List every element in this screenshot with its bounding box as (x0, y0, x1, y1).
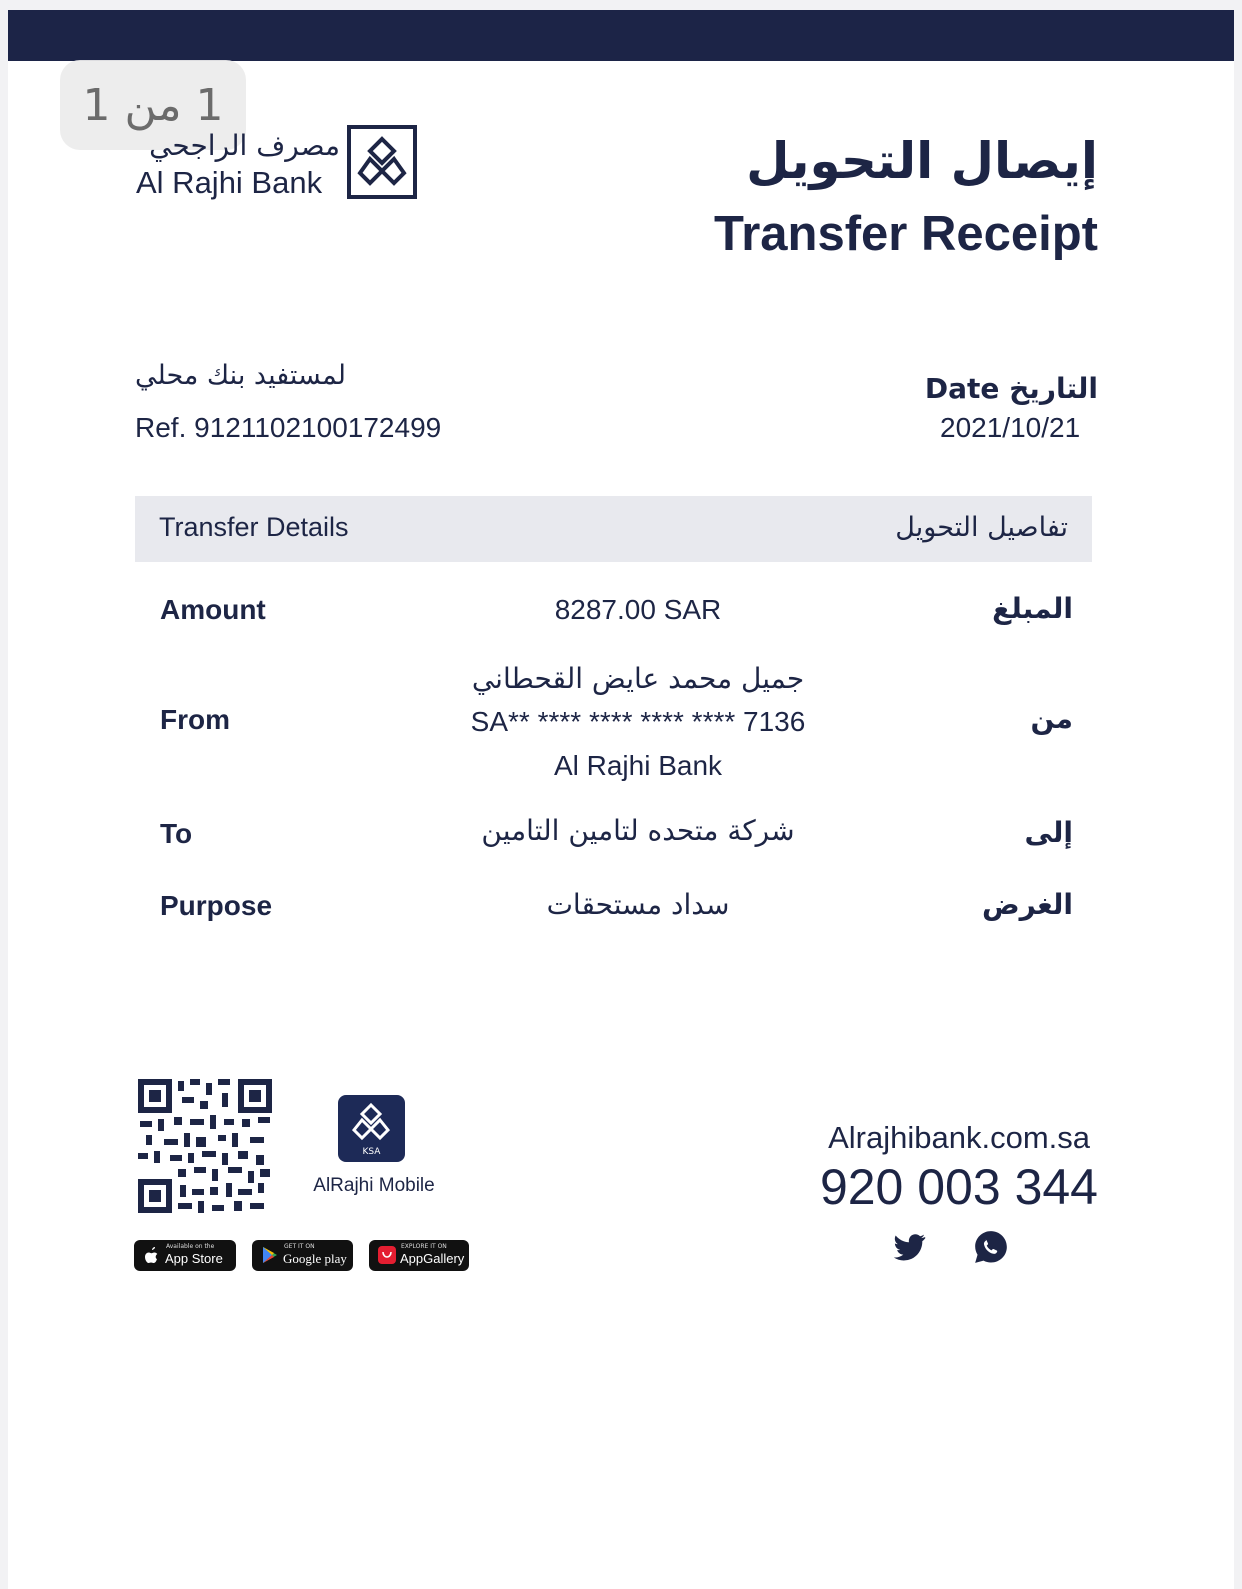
appgallery-small-text: EXPLORE IT ON (401, 1243, 447, 1250)
page-indicator: 1 من 1 (60, 60, 246, 150)
details-header-ar: تفاصيل التحويل (895, 512, 1068, 543)
google-play-small-text: GET IT ON (284, 1243, 315, 1250)
twitter-icon[interactable] (890, 1228, 928, 1266)
app-name: AlRajhi Mobile (313, 1175, 435, 1196)
appgallery-text: AppGallery (400, 1251, 465, 1266)
from-bank: Al Rajhi Bank (553, 750, 723, 781)
transfer-details-header (135, 496, 1092, 562)
top-bar (8, 10, 1234, 61)
from-label-en: From (160, 704, 230, 735)
from-account: SA** **** **** **** **** 7136 (470, 706, 806, 737)
to-label-ar: إلى (1024, 816, 1073, 849)
beneficiary-type: لمستفيد بنك محلي (135, 360, 346, 391)
bank-logo (136, 125, 426, 205)
app-store-text: App Store (165, 1251, 223, 1266)
google-play-icon (260, 1245, 280, 1265)
details-header-en: Transfer Details (159, 512, 349, 542)
appgallery-badge[interactable] (369, 1240, 469, 1271)
app-store-small-text: Available on the (166, 1243, 215, 1250)
purpose-label-en: Purpose (160, 890, 273, 921)
website-link[interactable]: Alrajhibank.com.sa (828, 1120, 1090, 1155)
from-label-ar: من (1030, 702, 1073, 735)
google-play-text: Google play (283, 1251, 347, 1266)
phone-number[interactable]: 920 003 344 (819, 1159, 1098, 1215)
purpose-label-ar: الغرض (982, 888, 1073, 921)
qr-code-icon (138, 1079, 272, 1213)
bank-name-ar: مصرف الراجحي (149, 129, 340, 162)
to-value: شركة متحده لتامين التامين (481, 814, 795, 847)
date-label: Date التاريخ (924, 372, 1098, 405)
purpose-value: سداد مستحقات (546, 888, 730, 921)
title-en: Transfer Receipt (714, 207, 1098, 261)
bank-name-en: Al Rajhi Bank (136, 165, 323, 200)
whatsapp-icon[interactable] (972, 1228, 1010, 1266)
app-store-badge[interactable] (134, 1240, 236, 1271)
reference-number: Ref. 9121102100172499 (135, 412, 442, 443)
amount-label-en: Amount (160, 594, 266, 625)
date-value: 2021/10/21 (940, 412, 1081, 443)
title-ar: إيصال التحويل (746, 132, 1098, 190)
to-label-en: To (160, 818, 193, 849)
apple-icon (142, 1245, 162, 1265)
from-name: جميل محمد عايض القحطاني (471, 662, 805, 695)
huawei-icon (377, 1245, 397, 1265)
app-icon-label: KSA (362, 1147, 381, 1157)
alrajhi-mobile-app-icon[interactable] (338, 1095, 405, 1162)
amount-value: 8287.00 SAR (554, 594, 722, 625)
amount-label-ar: المبلغ (992, 592, 1073, 625)
receipt-page (8, 10, 1234, 1589)
bank-logo-icon (347, 125, 417, 199)
google-play-badge[interactable] (252, 1240, 353, 1271)
